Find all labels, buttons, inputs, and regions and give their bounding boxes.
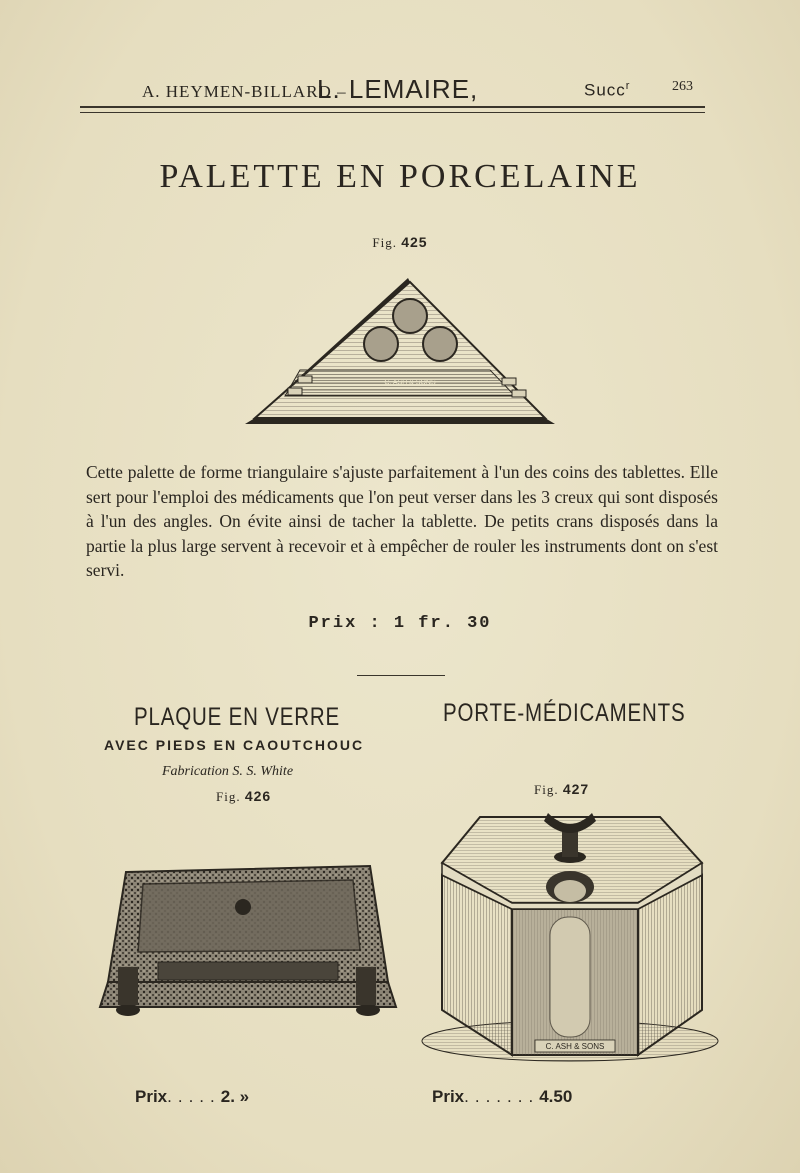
fig-426-caption: Fig. 426 <box>216 788 272 804</box>
fig-427-caption: Fig. 427 <box>534 781 590 797</box>
header-successor: Succ$^r$ <box>584 80 631 100</box>
header-publisher: A. HEYMEN-BILLARD – <box>142 82 347 101</box>
porte-medicaments-price: Prix.......4.50 <box>432 1087 573 1106</box>
page-number: 263 <box>672 79 693 94</box>
plaque-fabrication: Fabrication S. S. White <box>162 764 294 779</box>
fig-425-caption: Fig. 425 <box>372 234 428 250</box>
show-through-text <box>90 310 105 353</box>
palette-price: Prix : 1 fr. 30 <box>308 614 492 633</box>
palette-maker-stamp: C. ASH & SONS <box>384 379 436 386</box>
glass-plate-illustration <box>98 862 398 1022</box>
header-lemaire: L. LEMAIRE, <box>317 74 479 104</box>
plaque-title: PLAQUE EN VERRE <box>134 703 340 731</box>
plaque-price: Prix.....2. » <box>135 1087 250 1106</box>
header-rule-thin <box>80 112 705 113</box>
header-rule-thick <box>80 106 705 108</box>
porte-medicaments-title: PORTE-MÉDICAMENTS <box>443 699 686 727</box>
section-divider <box>357 675 445 676</box>
palette-description: Cette palette de forme triangulaire s'ajuste parfaitement à l'un des coins des tablettes. Elle sert pour l'emploi des médicaments que l'on peut verser dans les 3 creux qui sont disposés à l'un des angles. On évite ainsi de tacher la tablette. De petits crans disposés dans la partie la plus large servent à recevoir et à empêcher de rouler les instruments dont on s'est servi. <box>86 462 718 580</box>
plaque-subtitle: AVEC PIEDS EN CAOUTCHOUC <box>104 737 365 753</box>
running-header <box>80 74 705 104</box>
palette-illustration <box>240 278 560 438</box>
palette-title: PALETTE EN PORCELAINE <box>159 158 641 195</box>
holder-maker-stamp: C. ASH & SONS <box>545 1042 605 1051</box>
medicine-holder-illustration <box>420 805 720 1065</box>
